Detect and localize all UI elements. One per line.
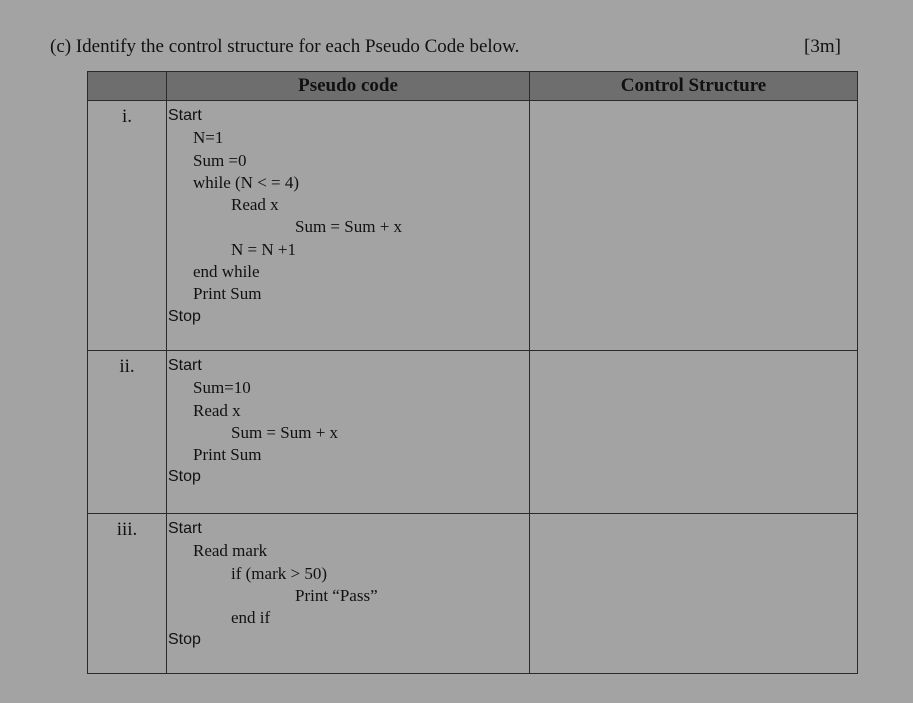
code-line: Stop (168, 307, 201, 325)
code-line: Read x (231, 195, 279, 215)
row-number: ii. (88, 351, 167, 514)
code-line: Print Sum (193, 445, 262, 465)
code-line: end if (231, 608, 271, 628)
code-line: Read mark (193, 541, 268, 561)
code-line: while (N < = 4) (193, 172, 300, 192)
row-number: i. (88, 101, 167, 351)
control-structure-answer-cell[interactable] (530, 101, 858, 351)
table-header-row (88, 72, 858, 101)
pseudo-code-cell (167, 101, 530, 351)
row-number: iii. (88, 514, 167, 674)
code-line: Sum=10 (193, 378, 251, 398)
control-structure-answer-cell[interactable] (530, 351, 858, 514)
marks-label: [3m] (804, 36, 841, 57)
code-line: if (mark > 50) (231, 563, 327, 583)
table-row (88, 351, 858, 514)
question-text: (c) Identify the control structure for each Pseudo Code below. (50, 36, 520, 57)
control-structure-answer-cell[interactable] (530, 514, 858, 674)
pseudo-code-cell (167, 351, 530, 514)
pseudo-code-table (87, 71, 858, 674)
code-line: end while (193, 262, 260, 282)
code-line: Read x (193, 400, 241, 420)
code-line: Print “Pass” (295, 585, 378, 605)
code-line: Start (168, 107, 202, 124)
header-control-structure: Control Structure (530, 72, 858, 101)
code-line: Start (168, 520, 202, 537)
code-line: Print Sum (193, 284, 262, 304)
table-row (88, 514, 858, 674)
code-line: Sum = Sum + x (231, 422, 339, 442)
code-line: Sum =0 (193, 150, 247, 170)
code-line: Stop (168, 631, 201, 649)
header-number-cell (88, 72, 167, 101)
code-line: Stop (168, 468, 201, 486)
code-line: N=1 (193, 128, 224, 148)
table-row (88, 101, 858, 351)
pseudo-code-cell (167, 514, 530, 674)
code-line: N = N +1 (231, 239, 296, 259)
code-line: Sum = Sum + x (295, 217, 403, 237)
header-pseudo-code: Pseudo code (167, 72, 530, 101)
code-line: Start (168, 357, 202, 374)
